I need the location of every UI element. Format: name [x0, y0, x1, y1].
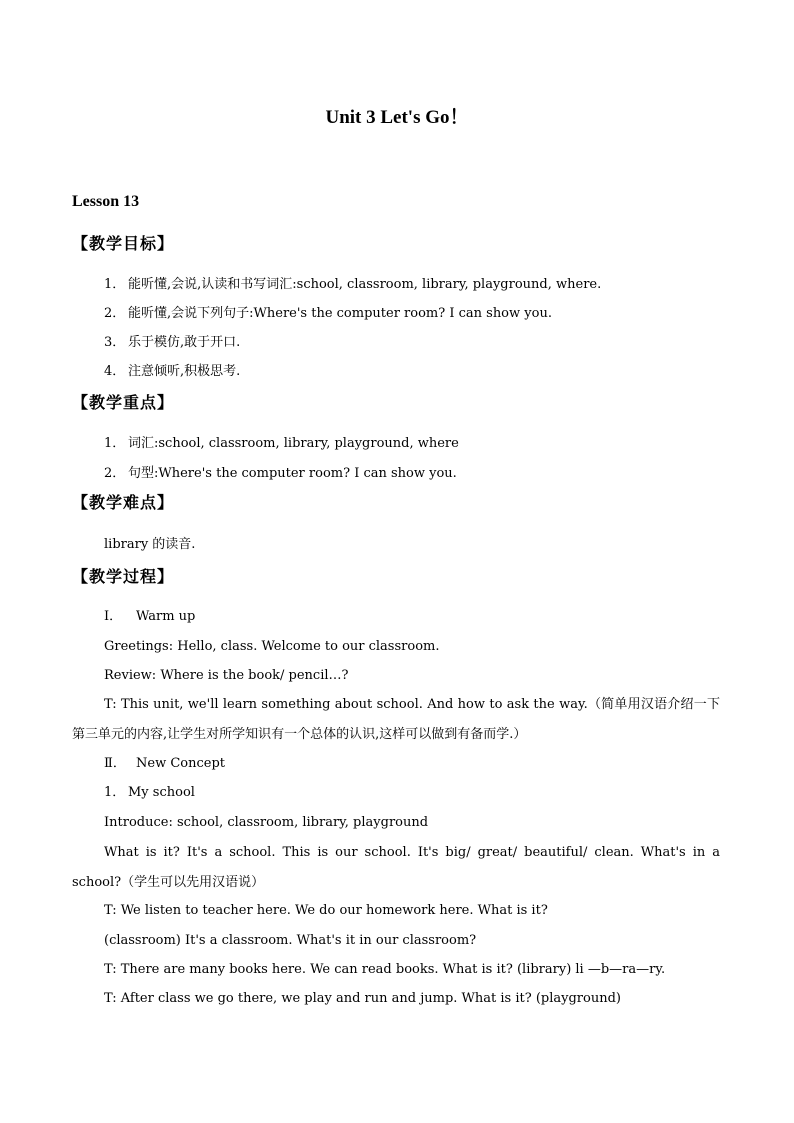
objective-num-1: 1．: [104, 277, 126, 292]
classroom-line: (classroom) It's a classroom. What's it in our classroom?: [104, 933, 477, 948]
what-is-it-paragraph: What is it? It's a school. This is our school. It's big/ great/ beautiful/ clean. What's in a school?（学生可以先用汉语说）: [72, 845, 720, 890]
process-heading: 【教学过程】: [72, 567, 175, 586]
part1-num: Ⅰ．: [104, 609, 123, 624]
objective-item-1: [104, 276, 601, 294]
sub1-num: 1．: [104, 785, 126, 800]
sub1-label: My school: [128, 785, 195, 800]
objectives-heading: 【教学目标】: [72, 234, 175, 253]
key-point-item-1: [104, 435, 459, 453]
objective-text-1: 能听懂,会说,认读和书写词汇:school, classroom, library, playground, where.: [128, 277, 602, 292]
key-point-text-2: 句型:Where's the computer room? I can show you.: [128, 466, 457, 481]
listen-line: T: We listen to teacher here. We do our homework here. What is it?: [104, 903, 548, 918]
part1-title: [104, 608, 195, 626]
books-line: T: There are many books here. We can read books. What is it? (library) li —b—ra—ry.: [104, 962, 666, 977]
part2-title: [104, 755, 225, 773]
objective-text-3: 乐于模仿,敢于开口.: [128, 335, 241, 350]
objective-num-3: 3．: [104, 335, 126, 350]
unit-intro-paragraph: T: This unit, we'll learn something about school. And how to ask the way.（简单用汉语介绍一下第三单元的内容,让学生对所学知识有一个总体的认识,这样可以做到有备而学.）: [72, 697, 720, 742]
greetings-line: Greetings: Hello, class. Welcome to our classroom.: [104, 639, 440, 654]
objective-text-4: 注意倾听,积极思考.: [128, 364, 241, 379]
objective-item-2: [104, 305, 552, 323]
objective-num-2: 2．: [104, 306, 126, 321]
part2-num: Ⅱ．: [104, 756, 126, 771]
objective-num-4: 4．: [104, 364, 126, 379]
objective-text-2: 能听懂,会说下列句子:Where's the computer room? I can show you.: [128, 306, 552, 321]
part1-label: Warm up: [136, 609, 196, 624]
difficulties-text: library 的读音.: [104, 537, 196, 552]
introduce-line: Introduce: school, classroom, library, playground: [104, 815, 429, 830]
key-point-num-1: 1．: [104, 436, 126, 451]
key-point-num-2: 2．: [104, 466, 126, 481]
key-point-text-1: 词汇:school, classroom, library, playground, where: [128, 436, 459, 451]
objective-item-4: [104, 363, 240, 381]
part2-label: New Concept: [136, 756, 225, 771]
key-point-item-2: [104, 465, 457, 483]
lesson-label: Lesson 13: [72, 193, 140, 210]
sub1-title: [104, 784, 195, 802]
objective-item-3: [104, 334, 240, 352]
review-line: Review: Where is the book/ pencil…?: [104, 668, 349, 683]
after-class-line: T: After class we go there, we play and run and jump. What is it? (playground): [104, 991, 621, 1006]
unit-title: Unit 3 Let's Go！: [325, 107, 469, 128]
key-points-heading: 【教学重点】: [72, 393, 175, 412]
difficulties-heading: 【教学难点】: [72, 493, 175, 512]
